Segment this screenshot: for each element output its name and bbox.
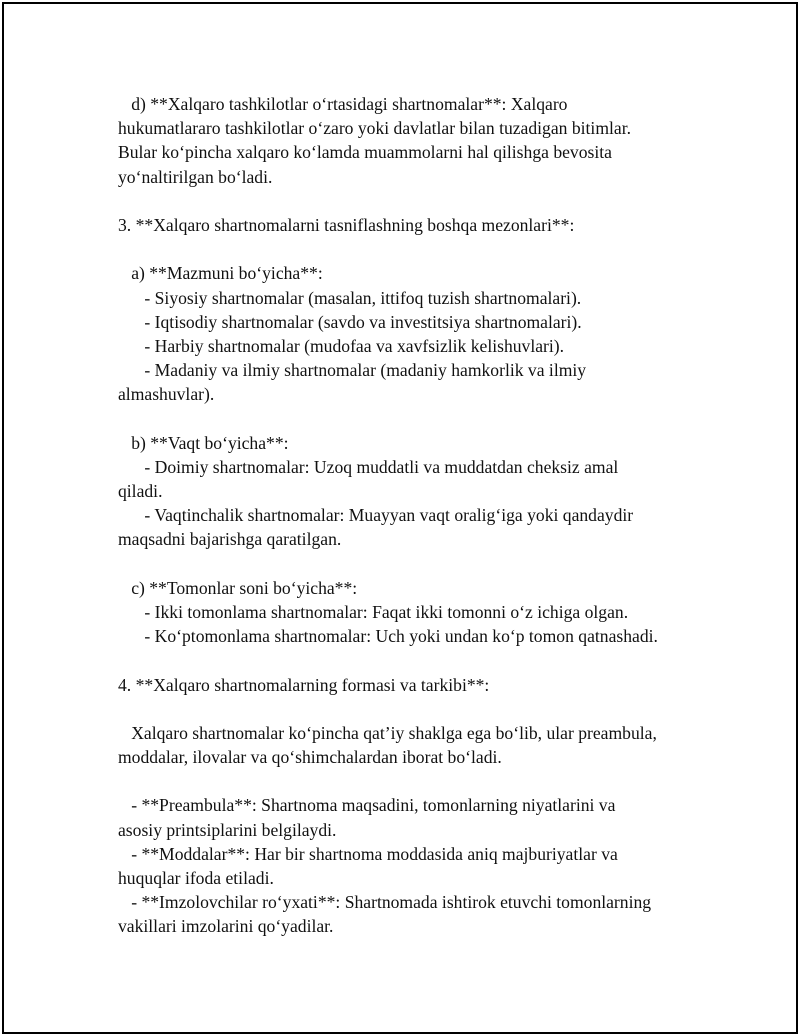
text-line: - Vaqtinchalik shartnomalar: Muayyan vaqt oralig‘iga yoki qandaydir xyxy=(118,505,634,526)
text-line: c) **Tomonlar soni bo‘yicha**: xyxy=(118,577,358,598)
text-line: - Doimiy shartnomalar: Uzoq muddatli va muddatdan cheksiz amal xyxy=(118,456,619,477)
paragraph xyxy=(118,431,718,552)
text-line: - **Preambula**: Shartnoma maqsadini, tomonlarning niyatlarini va xyxy=(118,795,616,816)
text-line: hukumatlararo tashkilotlar o‘zaro yoki davlatlar bilan tuzadigan bitimlar. xyxy=(118,118,631,139)
text-line: maqsadni bajarishga qaratilgan. xyxy=(118,529,342,550)
paragraph-gap xyxy=(118,237,718,261)
paragraph xyxy=(118,213,718,237)
text-line: Xalqaro shartnomalar ko‘pincha qat’iy shaklga ega bo‘lib, ular preambula, xyxy=(118,722,657,743)
text-line: vakillari imzolarini qo‘yadilar. xyxy=(118,916,334,937)
paragraph xyxy=(118,261,718,406)
text-line: d) **Xalqaro tashkilotlar o‘rtasidagi shartnomalar**: Xalqaro xyxy=(118,94,568,114)
paragraph xyxy=(118,793,718,938)
paragraph-gap xyxy=(118,648,718,672)
text-line: moddalar, ilovalar va qo‘shimchalardan iborat bo‘ladi. xyxy=(118,747,502,768)
paragraph-gap xyxy=(118,697,718,721)
text-line: a) **Mazmuni bo‘yicha**: xyxy=(118,263,323,284)
text-line: Bular ko‘pincha xalqaro ko‘lamda muammolarni hal qilishga bevosita xyxy=(118,142,612,163)
document-body xyxy=(118,92,718,939)
text-line: 3. **Xalqaro shartnomalarni tasniflashning boshqa mezonlari**: xyxy=(118,214,575,235)
text-line: b) **Vaqt bo‘yicha**: xyxy=(118,432,289,453)
text-line: asosiy printsiplarini belgilaydi. xyxy=(118,819,337,840)
text-line: almashuvlar). xyxy=(118,384,215,405)
text-line: - Iqtisodiy shartnomalar (savdo va investitsiya shartnomalari). xyxy=(118,311,582,332)
paragraph xyxy=(118,92,718,189)
text-line: - Ikki tomonlama shartnomalar: Faqat ikki tomonni o‘z ichiga olgan. xyxy=(118,601,629,622)
text-line: huquqlar ifoda etiladi. xyxy=(118,868,274,888)
text-line: - **Moddalar**: Har bir shartnoma moddasida aniq majburiyatlar va xyxy=(118,843,618,864)
paragraph xyxy=(118,576,718,649)
text-line: - Harbiy shartnomalar (mudofaa va xavfsizlik kelishuvlari). xyxy=(118,335,565,356)
paragraph-gap xyxy=(118,189,718,213)
text-line: - Madaniy va ilmiy shartnomalar (madaniy hamkorlik va ilmiy xyxy=(118,360,587,381)
text-line: - Ko‘ptomonlama shartnomalar: Uch yoki undan ko‘p tomon qatnashadi. xyxy=(118,626,658,647)
text-line: yo‘naltirilgan bo‘ladi. xyxy=(118,166,273,187)
text-line: 4. **Xalqaro shartnomalarning formasi va tarkibi**: xyxy=(118,674,490,695)
paragraph-gap xyxy=(118,769,718,793)
paragraph-gap xyxy=(118,552,718,576)
text-line: - **Imzolovchilar ro‘yxati**: Shartnomada ishtirok etuvchi tomonlarning xyxy=(118,892,652,913)
text-line: qiladi. xyxy=(118,481,163,501)
paragraph xyxy=(118,673,718,697)
paragraph xyxy=(118,721,718,769)
text-line: - Siyosiy shartnomalar (masalan, ittifoq tuzish shartnomalari). xyxy=(118,287,582,308)
paragraph-gap xyxy=(118,406,718,430)
